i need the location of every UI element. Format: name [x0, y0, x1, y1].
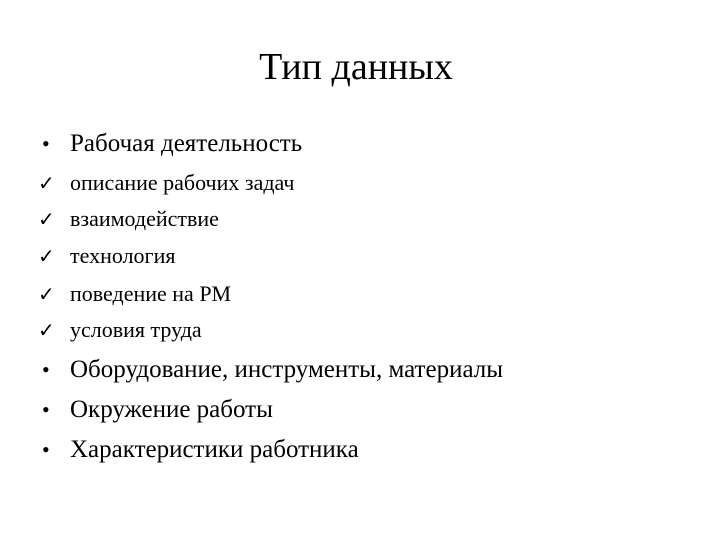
list-item-label: условия труда [70, 317, 202, 342]
bullet-icon: • [42, 131, 50, 156]
list-item-work-conditions [38, 317, 202, 343]
checkmark-icon: ✓ [38, 207, 55, 231]
list-item-label: Окружение работы [70, 396, 273, 423]
list-item-workplace-behavior [38, 281, 231, 307]
list-item-interaction [38, 206, 219, 232]
bullet-icon: • [42, 437, 50, 462]
list-item-label: взаимодействие [70, 206, 219, 231]
list-item-label: Рабочая деятельность [70, 130, 303, 157]
slide-title: Тип данных [259, 46, 453, 88]
list-item-equipment [38, 356, 503, 384]
list-item-label: Характеристики работника [70, 436, 359, 463]
list-item-environment [38, 396, 273, 424]
list-item-label: поведение на РМ [70, 281, 232, 306]
bullet-icon: • [42, 397, 50, 422]
list-item-label: технология [70, 243, 176, 268]
bullet-icon: • [42, 357, 50, 382]
list-item-label: Оборудование, инструменты, материалы [70, 356, 504, 383]
list-item-work-activity [38, 130, 302, 158]
checkmark-icon: ✓ [38, 171, 55, 195]
list-item-worker-characteristics [38, 436, 359, 464]
checkmark-icon: ✓ [38, 318, 55, 342]
list-item-task-description [38, 170, 294, 196]
checkmark-icon: ✓ [38, 282, 55, 306]
list-item-technology [38, 243, 175, 269]
list-item-label: описание рабочих задач [70, 170, 295, 195]
checkmark-icon: ✓ [38, 244, 55, 268]
